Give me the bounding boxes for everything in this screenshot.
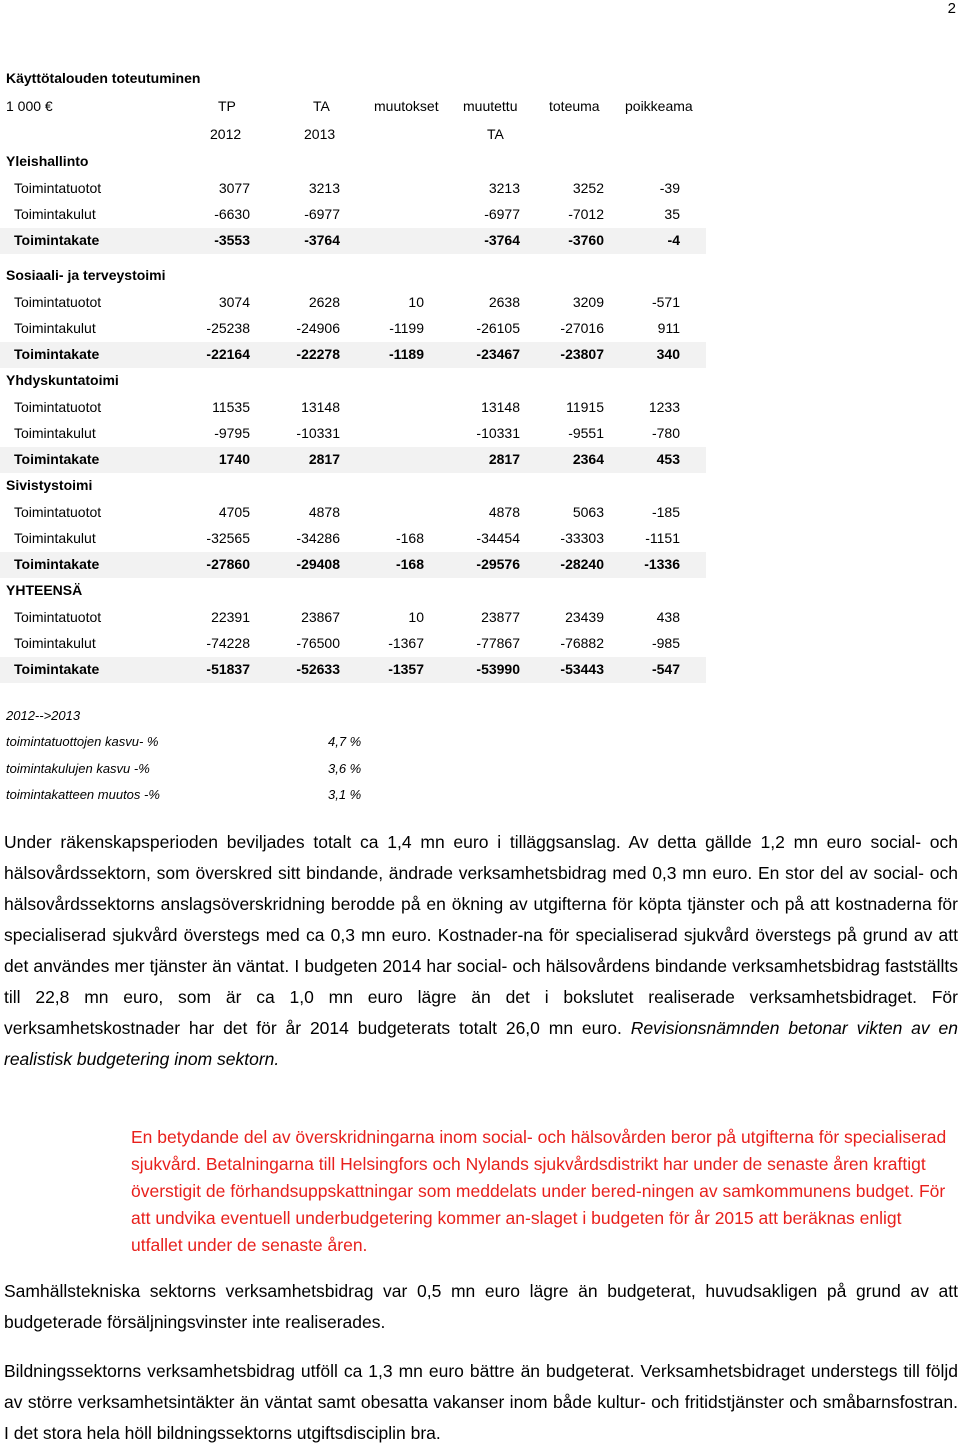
cell-muutettu: -77867: [476, 635, 520, 651]
cell-ta: -24906: [296, 320, 340, 336]
table-row: [0, 500, 706, 526]
cell-muutokset: -1189: [388, 346, 424, 362]
section-heading: YHTEENSÄ: [6, 582, 83, 598]
row-label: Toimintakate: [14, 661, 100, 677]
cell-muutokset: 10: [408, 294, 424, 310]
cell-ta: -76500: [296, 635, 340, 651]
header-toteuma: toteuma: [549, 98, 600, 114]
table-row: [0, 526, 706, 552]
cell-toteuma: 3252: [572, 180, 604, 196]
table-row: [0, 176, 706, 202]
header-tp-year: 2012: [210, 126, 242, 142]
cell-poikkeama: -1336: [644, 556, 680, 572]
cell-ta: 2628: [308, 294, 340, 310]
cell-poikkeama: -1151: [645, 530, 680, 546]
cell-toteuma: 11915: [566, 399, 604, 415]
paragraph-technical-sector: Samhällstekniska sektorns verksamhetsbidrag var 0,5 mn euro lägre än budgeterat, huvudsakligen på grund av att budgeterade försäljningsvinster inte realiserades.: [4, 1281, 958, 1332]
paragraph-text: Under räkenskapsperioden beviljades totalt ca 1,4 mn euro i tilläggsanslag. Av detta gällde 1,2 mn euro social- och hälsovårdssektorn, som överskred sitt bindande, ändrade verksamhetsbidrag med 0,3 mn euro. En stor del av social- och hälsovårdssektorns anslagsöverskridning berodde på en ökning av utgifterna för köpta tjänster och på att kostnaderna för specialiserad sjukvård överstegs med ca 0,3 mn euro. Kostnader-na för specialiserad sjukvård överstegs på grund av att det användes mer tjänster än väntat. I budgeten 2014 har social- och hälsovårdens bindande verksamhetsbidrag fastställts till 22,8 mn euro, som är ca 1,0 mn euro lägre än det i bokslutet realiserade verksamhetsbidraget. För verksamhetskostnader har det för år 2014 budgeterats totalt 26,0 mn euro.: [4, 832, 958, 1038]
header-poikkeama: poikkeama: [625, 98, 693, 114]
table-row: [0, 552, 706, 578]
cell-muutettu: -6977: [484, 206, 520, 222]
row-label: Toimintatuotot: [14, 294, 102, 310]
cell-toteuma: 23439: [565, 609, 604, 625]
cell-ta: 2817: [308, 451, 340, 467]
header-muutokset: muutokset: [374, 98, 439, 114]
cell-poikkeama: -4: [667, 232, 680, 248]
paragraph-emphasis: Revisionsnämnden betonar vikten av en realistisk budgetering inom sektorn.: [4, 1018, 958, 1069]
cell-tp: -6630: [214, 206, 250, 222]
unit-label: 1 000 €: [6, 98, 53, 114]
cell-tp: -32565: [206, 530, 250, 546]
row-label: Toimintakulut: [14, 635, 96, 651]
cell-muutettu: -29576: [476, 556, 520, 572]
cell-toteuma: -9551: [568, 425, 604, 441]
table-row: [0, 447, 706, 473]
cell-poikkeama: 911: [657, 320, 680, 336]
cell-toteuma: -3760: [568, 232, 604, 248]
cell-tp: -9795: [214, 425, 250, 441]
cell-tp: -27860: [206, 556, 250, 572]
table-row: [0, 290, 706, 316]
cell-tp: 11535: [212, 399, 250, 415]
cell-tp: 3074: [218, 294, 250, 310]
cell-poikkeama: -780: [651, 425, 680, 441]
cell-muutokset: -1199: [389, 320, 424, 336]
cell-toteuma: -33303: [560, 530, 604, 546]
section-heading: Yleishallinto: [6, 153, 89, 169]
cell-muutettu: 4878: [488, 504, 520, 520]
growth-label: toimintatuottojen kasvu- %: [6, 734, 159, 749]
header-ta: TA: [313, 98, 330, 114]
growth-value: 4,7 %: [328, 734, 362, 749]
cell-muutettu: -10331: [476, 425, 520, 441]
cell-muutettu: 2817: [488, 451, 520, 467]
cell-tp: 3077: [218, 180, 250, 196]
growth-label: toimintakatteen muutos -%: [6, 787, 160, 802]
cell-tp: -74228: [206, 635, 250, 651]
row-label: Toimintakate: [14, 346, 100, 362]
section-heading: Sivistystoimi: [6, 477, 93, 493]
row-label: Toimintakate: [14, 232, 100, 248]
header-muutettu-sub: TA: [487, 126, 504, 142]
growth-value: 3,1 %: [328, 787, 362, 802]
cell-ta: -52633: [296, 661, 340, 677]
row-label: Toimintatuotot: [14, 504, 102, 520]
section-heading: Yhdyskuntatoimi: [6, 372, 119, 388]
cell-muutokset: -1357: [388, 661, 424, 677]
cell-muutettu: -26105: [476, 320, 520, 336]
cell-muutettu: -34454: [476, 530, 520, 546]
cell-toteuma: -28240: [560, 556, 604, 572]
cell-tp: -22164: [206, 346, 250, 362]
cell-toteuma: -27016: [560, 320, 604, 336]
growth-value: 3,6 %: [328, 761, 362, 776]
header-tp: TP: [218, 98, 236, 114]
cell-muutettu: -53990: [476, 661, 520, 677]
cell-poikkeama: -547: [651, 661, 680, 677]
row-label: Toimintakulut: [14, 320, 96, 336]
cell-toteuma: 3209: [572, 294, 604, 310]
cell-toteuma: -7012: [568, 206, 604, 222]
cell-tp: -3553: [214, 232, 250, 248]
cell-poikkeama: 340: [656, 346, 680, 362]
paragraph-social-health: [4, 827, 958, 1075]
cell-toteuma: -76882: [560, 635, 604, 651]
table-row: [0, 395, 706, 421]
cell-ta: -22278: [296, 346, 340, 362]
table-row: [0, 657, 706, 683]
cell-muutettu: 3213: [488, 180, 520, 196]
cell-poikkeama: 453: [656, 451, 680, 467]
header-muutettu: muutettu: [463, 98, 518, 114]
cell-poikkeama: 1233: [648, 399, 680, 415]
growth-label: toimintakulujen kasvu -%: [6, 761, 150, 776]
table-row: [0, 316, 706, 342]
cell-tp: -51837: [206, 661, 250, 677]
table-row: [0, 421, 706, 447]
cell-muutettu: -3764: [484, 232, 520, 248]
cell-toteuma: -23807: [560, 346, 604, 362]
table-row: [0, 342, 706, 368]
table-row: [0, 605, 706, 631]
cell-toteuma: -53443: [560, 661, 604, 677]
row-label: Toimintatuotot: [14, 180, 102, 196]
cell-muutettu: 13148: [481, 399, 520, 415]
cell-ta: -34286: [296, 530, 340, 546]
cell-muutettu: 2638: [488, 294, 520, 310]
cell-ta: -29408: [296, 556, 340, 572]
row-label: Toimintatuotot: [14, 399, 102, 415]
cell-ta: 3213: [308, 180, 340, 196]
row-label: Toimintakulut: [14, 206, 96, 222]
cell-ta: -3764: [304, 232, 340, 248]
cell-ta: 13148: [301, 399, 340, 415]
row-label: Toimintakulut: [14, 530, 96, 546]
table-row: [0, 631, 706, 657]
table-title: Käyttötalouden toteutuminen: [6, 70, 201, 86]
row-label: Toimintakate: [14, 451, 100, 467]
cell-poikkeama: -39: [659, 180, 680, 196]
cell-muutettu: -23467: [476, 346, 520, 362]
cell-toteuma: 2364: [572, 451, 604, 467]
section-heading: Sosiaali- ja terveystoimi: [6, 267, 166, 283]
cell-poikkeama: -985: [651, 635, 680, 651]
table-row: [0, 202, 706, 228]
cell-muutettu: 23877: [481, 609, 520, 625]
cell-muutokset: -168: [395, 530, 424, 546]
cell-muutokset: -1367: [388, 635, 424, 651]
cell-muutokset: -168: [395, 556, 424, 572]
cell-poikkeama: -185: [651, 504, 680, 520]
cell-muutokset: 10: [408, 609, 424, 625]
table-row: [0, 228, 706, 254]
row-label: Toimintatuotot: [14, 609, 102, 625]
red-note: En betydande del av överskridningarna inom social- och hälsovården beror på utgifterna för specialiserad sjukvård. Betalningarna till Helsingfors och Nylands sjukvårdsdistrikt har under de senaste åren kraftigt överstigit de förhandsuppskattningar som meddelats under bered-ningen av samkommunens budget. För att undvika eventuell underbudgetering kommer an-slaget i budgeten för år 2015 att beräknas enligt utfallet under de senaste åren.: [131, 1127, 947, 1255]
cell-ta: -10331: [296, 425, 340, 441]
growth-period: 2012-->2013: [6, 708, 81, 723]
cell-ta: 23867: [301, 609, 340, 625]
cell-poikkeama: 438: [656, 609, 680, 625]
cell-ta: 4878: [308, 504, 340, 520]
cell-poikkeama: -571: [651, 294, 680, 310]
cell-toteuma: 5063: [572, 504, 604, 520]
cell-ta: -6977: [304, 206, 340, 222]
row-label: Toimintakate: [14, 556, 100, 572]
cell-tp: 22391: [211, 609, 250, 625]
cell-tp: -25238: [206, 320, 250, 336]
page-number: 2: [947, 0, 956, 17]
cell-poikkeama: 35: [664, 206, 680, 222]
cell-tp: 4705: [218, 504, 250, 520]
paragraph-education-sector: Bildningssektorns verksamhetsbidrag utföll ca 1,3 mn euro bättre än budgeterat. Verksamhetsbidraget understegs till följd av större verksamhetsintäkter än väntat samt obesatta vakanser inom både kultur- och fritidstjänster och småbarnsfostran. I det stora hela höll bildningssektorns utgiftsdisciplin bra.: [4, 1361, 958, 1443]
header-ta-year: 2013: [304, 126, 336, 142]
cell-tp: 1740: [218, 451, 250, 467]
row-label: Toimintakulut: [14, 425, 96, 441]
